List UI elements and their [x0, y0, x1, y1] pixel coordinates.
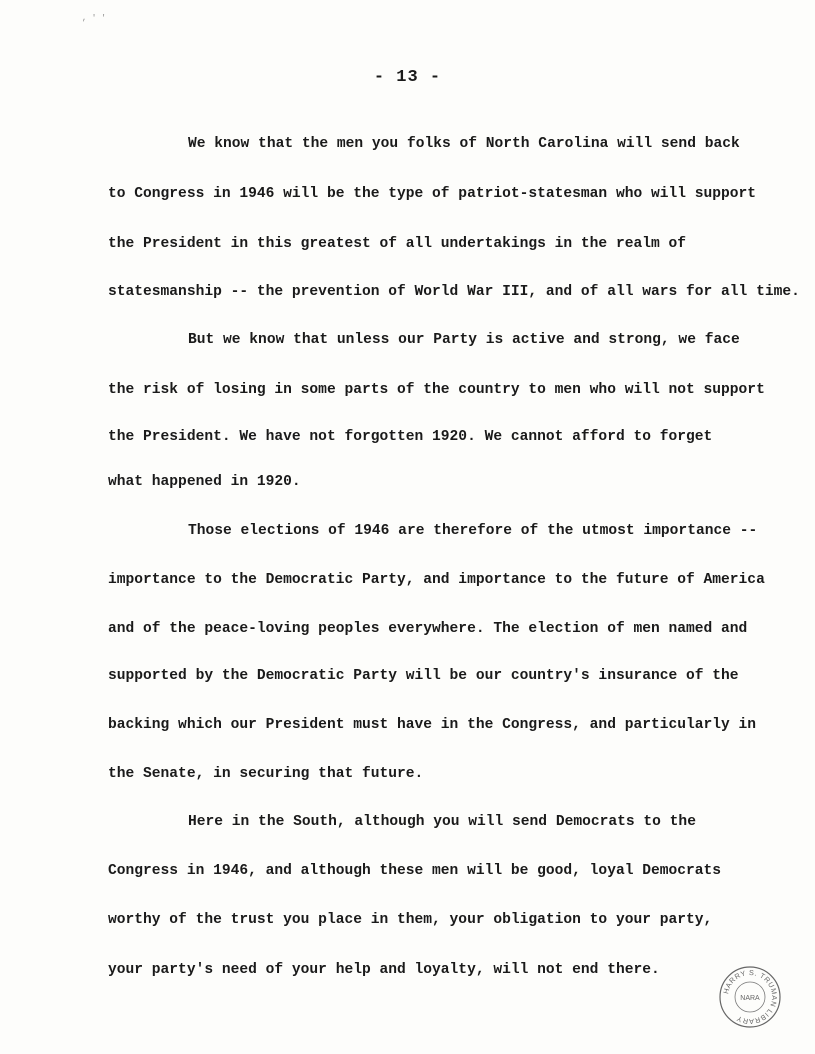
body-line: and of the peace-loving peoples everywhere. The election of men named and	[108, 621, 748, 637]
body-line: what happened in 1920.	[108, 474, 301, 490]
body-line: your party's need of your help and loyalty, will not end there.	[108, 962, 660, 978]
body-line: the President in this greatest of all undertakings in the realm of	[108, 236, 687, 252]
library-seal-icon	[718, 965, 782, 1029]
body-line: backing which our President must have in the Congress, and particularly in	[108, 717, 757, 733]
body-line: Congress in 1946, and although these men will be good, loyal Democrats	[108, 863, 722, 879]
body-line: the Senate, in securing that future.	[108, 766, 424, 782]
seal-center-text: NARA	[740, 995, 760, 1002]
body-line: Here in the South, although you will send Democrats to the	[188, 814, 696, 830]
body-line: supported by the Democratic Party will be our country's insurance of the	[108, 668, 739, 684]
body-line: the President. We have not forgotten 1920. We cannot afford to forget	[108, 429, 713, 445]
body-line: the risk of losing in some parts of the country to men who will not support	[108, 382, 765, 398]
seal-ring-text: HARRY S. TRUMAN LIBRARY	[721, 967, 780, 1027]
body-line: importance to the Democratic Party, and importance to the future of America	[108, 572, 765, 588]
corner-mark: , ' '	[82, 14, 107, 23]
body-line: But we know that unless our Party is active and strong, we face	[188, 332, 740, 348]
body-line: We know that the men you folks of North Carolina will send back	[188, 136, 740, 152]
page-number: - 13 -	[373, 68, 442, 87]
body-line: statesmanship -- the prevention of World War III, and of all wars for all time.	[108, 284, 800, 300]
body-line: Those elections of 1946 are therefore of the utmost importance --	[188, 523, 758, 539]
body-line: worthy of the trust you place in them, your obligation to your party,	[108, 912, 713, 928]
body-line: to Congress in 1946 will be the type of patriot-statesman who will support	[108, 186, 757, 202]
